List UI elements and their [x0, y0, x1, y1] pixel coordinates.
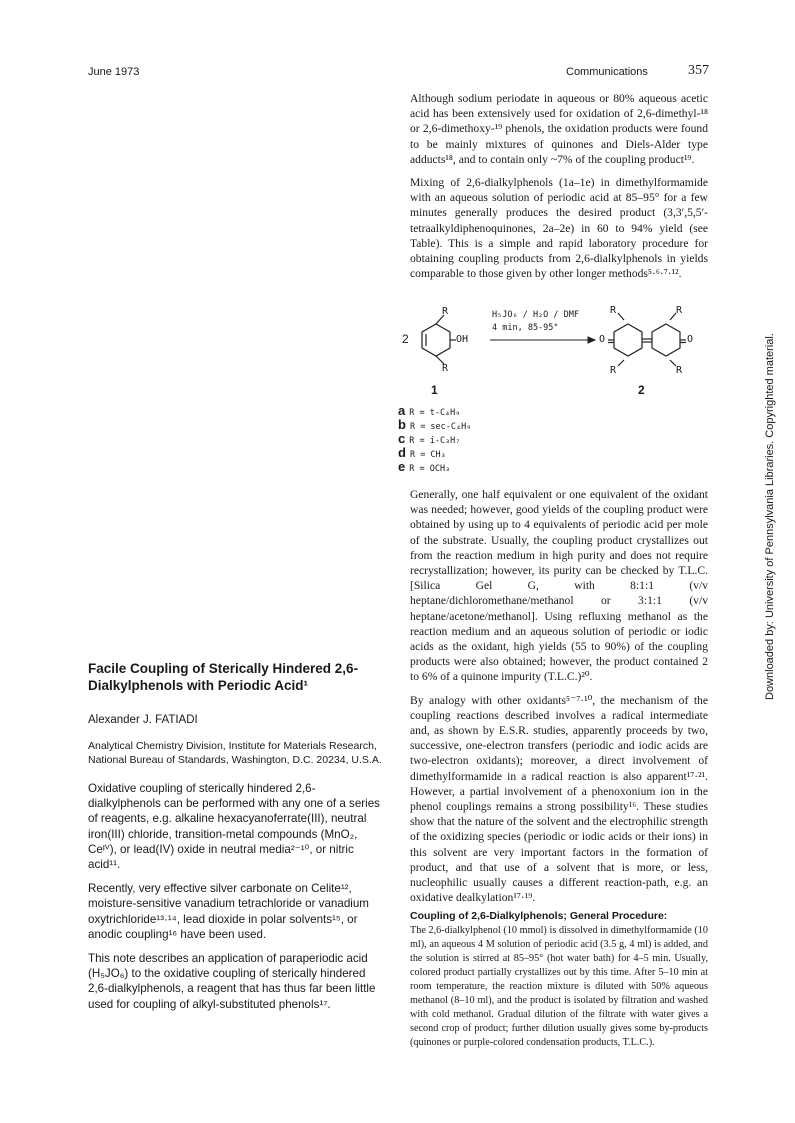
oxygen-label: O: [599, 334, 606, 345]
substituent-formula: R = sec-C₄H₉: [409, 422, 472, 432]
paragraph: Mixing of 2,6-dialkylphenols (1a–1e) in dimethylformamide with an aqueous solution of periodic acid at 85–95° for a few minutes generally produces the desired product (3,3′,5,5′-tetraalkyldiphenoquinones, 2a–2e) in 60 to 94% yield (see Table). This is a simple and rapid laboratory procedure for obtaining coupling products from 2,6-dialkylphenols in yields comparable to those given by other longer methods⁵·⁶·⁷·¹².: [410, 176, 708, 281]
stoichiometric-coefficient: 2: [402, 332, 409, 346]
substituent-letter: b: [398, 417, 406, 432]
right-column-bottom: [410, 487, 708, 913]
general-procedure: [410, 909, 708, 1050]
procedure-title: Coupling of 2,6-Dialkylphenols; General Procedure:: [410, 910, 668, 922]
substituent-label: R: [442, 306, 449, 317]
compound-number: 2: [638, 383, 645, 397]
left-column-body: [88, 781, 386, 1021]
paragraph: By analogy with other oxidants⁵⁻⁷·¹⁰, the mechanism of the coupling reactions described involves a radical intermediate and, as shown by E.S.R. studies, apparently proceeds by two, successive, one-electron transfers (periodic and iodic acids are two-electron oxidants); moreover, a direct involvement of dimethylformamide in a radical reaction is also apparent¹⁷·²¹. However, a partial involvement of a phenoxonium ion in the phenol couplings remains a strong possibility¹⁶. These studies show that the nature of the solvent and the electrophilic strength of the oxidizing species (periodic or iodic acids or their ions) in this solvent are very important factors in the formation of product, and that use of a solvent that is more, or less, nucleophilic usually causes a different reaction-path, e.g. an oxidative dealkylation¹⁷·¹⁹.: [410, 693, 708, 905]
reaction-arrow: [490, 337, 595, 343]
header-section: Communications: [566, 66, 648, 78]
author: Alexander J. FATIADI: [88, 714, 198, 726]
substituent-row: [398, 402, 598, 416]
phenol-ring: [422, 315, 456, 364]
substituent-label: R: [610, 365, 617, 376]
download-notice: Downloaded by: University of Pennsylvania Libraries. Copyrighted material.: [764, 333, 776, 700]
conditions-text: 4 min, 85-95°: [492, 323, 559, 333]
paragraph: Although sodium periodate in aqueous or 80% aqueous acetic acid has been extensively used for oxidation of 2,6-dimethyl-¹⁸ or 2,6-dimethoxy-¹⁹ phenols, the oxidation products were found to be mainly mixtures of quinones and Diels-Alder type adducts¹⁸, and to contain only ~7% of the coupling product¹⁹.: [410, 92, 708, 166]
substituent-label: R: [676, 305, 683, 316]
substituent-label: R: [676, 365, 683, 376]
substituent-formula: R = OCH₃: [409, 464, 451, 474]
substituent-letter: a: [398, 403, 406, 418]
reagent-text: H₅JO₆ / H₂O / DMF: [492, 310, 579, 320]
page-number: 357: [688, 63, 709, 78]
article-title: Facile Coupling of Sterically Hindered 2,6-Dialkylphenols with Periodic Acid¹: [88, 661, 359, 693]
substituent-formula: R = t-C₄H₉: [409, 408, 461, 418]
paragraph: Generally, one half equivalent or one equivalent of the oxidant was needed; however, good yields of the coupling product were obtained by using up to 4 equivalents of periodic acid per mole of the substrate. Usually, the coupling product crystallizes out from the reaction medium in high purity and does not require recrystallization; however, its purity can be checked by T.L.C. [Silica Gel G, with 8:1:1 (v/v heptane/dichloromethane/methanol or 3:1:1 (v/v heptane/acetone/methanol]. Using refluxing methanol as the reaction medium and an aqueous solution of periodic or iodic acids as the oxidant, high yields (55 to 90%) of the coupling products were also obtained; however, the product contained 2 to 6% of a quinone impurity (T.L.C.)²⁰.: [410, 488, 708, 684]
substituent-row: [398, 444, 598, 458]
substituent-row: [398, 416, 598, 430]
substituent-label: R: [610, 305, 617, 316]
right-column-top: [410, 91, 708, 289]
substituent-list: [398, 402, 598, 472]
compound-number: 1: [431, 383, 438, 397]
oxygen-label: O: [687, 334, 694, 345]
substituent-letter: e: [398, 459, 406, 474]
paragraph: Recently, very effective silver carbonate on Celite¹², moisture-sensitive vanadium tetrachloride or vanadium oxytrichloride¹³·¹⁴, lead dioxide in polar solvents¹⁵, or anodic coupling¹⁶ have been used.: [88, 882, 369, 941]
substituent-label: R: [442, 363, 449, 374]
procedure-text: The 2,6-dialkylphenol (10 mmol) is dissolved in dimethylformamide (10 ml), an aqueous 4 M solution of periodic acid (3.5 g, 4 ml) is added, and the solution is stirred at 85–95° (hot water bath) for 4–5 min. Usually, colored product partially crystallizes out by this time. After 5–10 min at room temperature, the reaction mixture is diluted with 50% aqueous methanol (8–10 ml), and the product is isolated by filtration and washed with cold methanol. Gradual dilution of the filtrate with water gives a second crop of product; further dilution usually gives some by-products (quinones or purple-colored condensation products, T.L.C.).: [410, 925, 708, 1048]
substituent-formula: R = CH₃: [409, 450, 446, 460]
affiliation: Analytical Chemistry Division, Institute for Materials Research, National Bureau of Standards, Washington, D.C. 20234, U.S.A.: [88, 740, 382, 766]
substituent-formula: R = i-C₃H₇: [409, 436, 461, 446]
diphenoquinone: [608, 313, 686, 366]
paragraph: Oxidative coupling of sterically hindered 2,6-dialkylphenols can be performed with any one of a series of reagents, e.g. alkaline hexacyanoferrate(III), neutral iron(III) chloride, transition-metal compounds (MnO₂, Ceᴵⱽ), or lead(IV) oxide in neutral media²⁻¹⁰, or nitric acid¹¹.: [88, 782, 380, 872]
substituent-letter: c: [398, 431, 406, 446]
substituent-row: [398, 430, 598, 444]
substituent-letter: d: [398, 445, 406, 460]
header-date: June 1973: [88, 66, 140, 78]
hydroxyl-label: OH: [456, 334, 469, 345]
substituent-row: [398, 458, 598, 472]
paragraph: This note describes an application of paraperiodic acid (H₅JO₆) to the oxidative coupling of sterically hindered 2,6-dialkylphenols, a reagent that has thus far been little used for coupling of alkyl-substituted phenols¹⁷.: [88, 952, 376, 1011]
